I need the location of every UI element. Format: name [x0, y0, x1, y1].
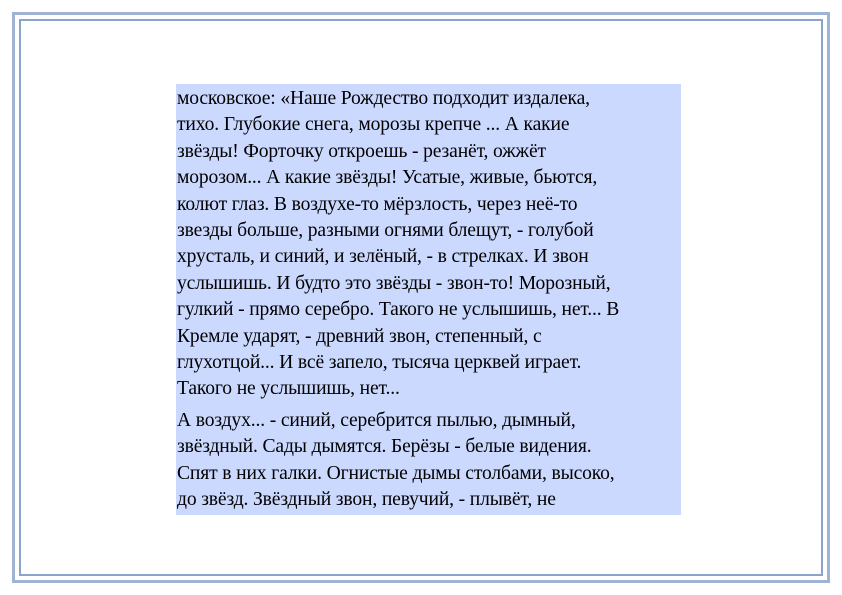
paragraph-1: московское: «Наше Рождество подходит издалека, тихо. Глубокие снега, морозы крепче ... А какие звёзды! Форточку откроешь - резанёт, ожжёт морозом... А какие звёзды! Усатые, живые, бьются, колют глаз. В воздухе-то мёрзлость, через неё-то звезды больше, разными огнями блещут, - голубой хрусталь, и синий, и зелёный, - в стрелках. И звон услышишь. И будто это звёзды - звон-то! Морозный, гулкий - прямо серебро. Такого не услышишь, нет... В Кремле ударят, - древний звон, степенный, с глухотцой... И всё запело, тысяча церквей играет. Такого не услышишь, нет...: [177, 88, 620, 400]
text-block: [176, 84, 681, 515]
paragraph-2: А воздух... - синий, серебрится пылью, дымный, звёздный. Сады дымятся. Берёзы - белые видения. Спят в них галки. Огнистые дымы столбами, высоко, до звёзд. Звёздный звон, певучий, - плывёт, не: [177, 409, 615, 511]
